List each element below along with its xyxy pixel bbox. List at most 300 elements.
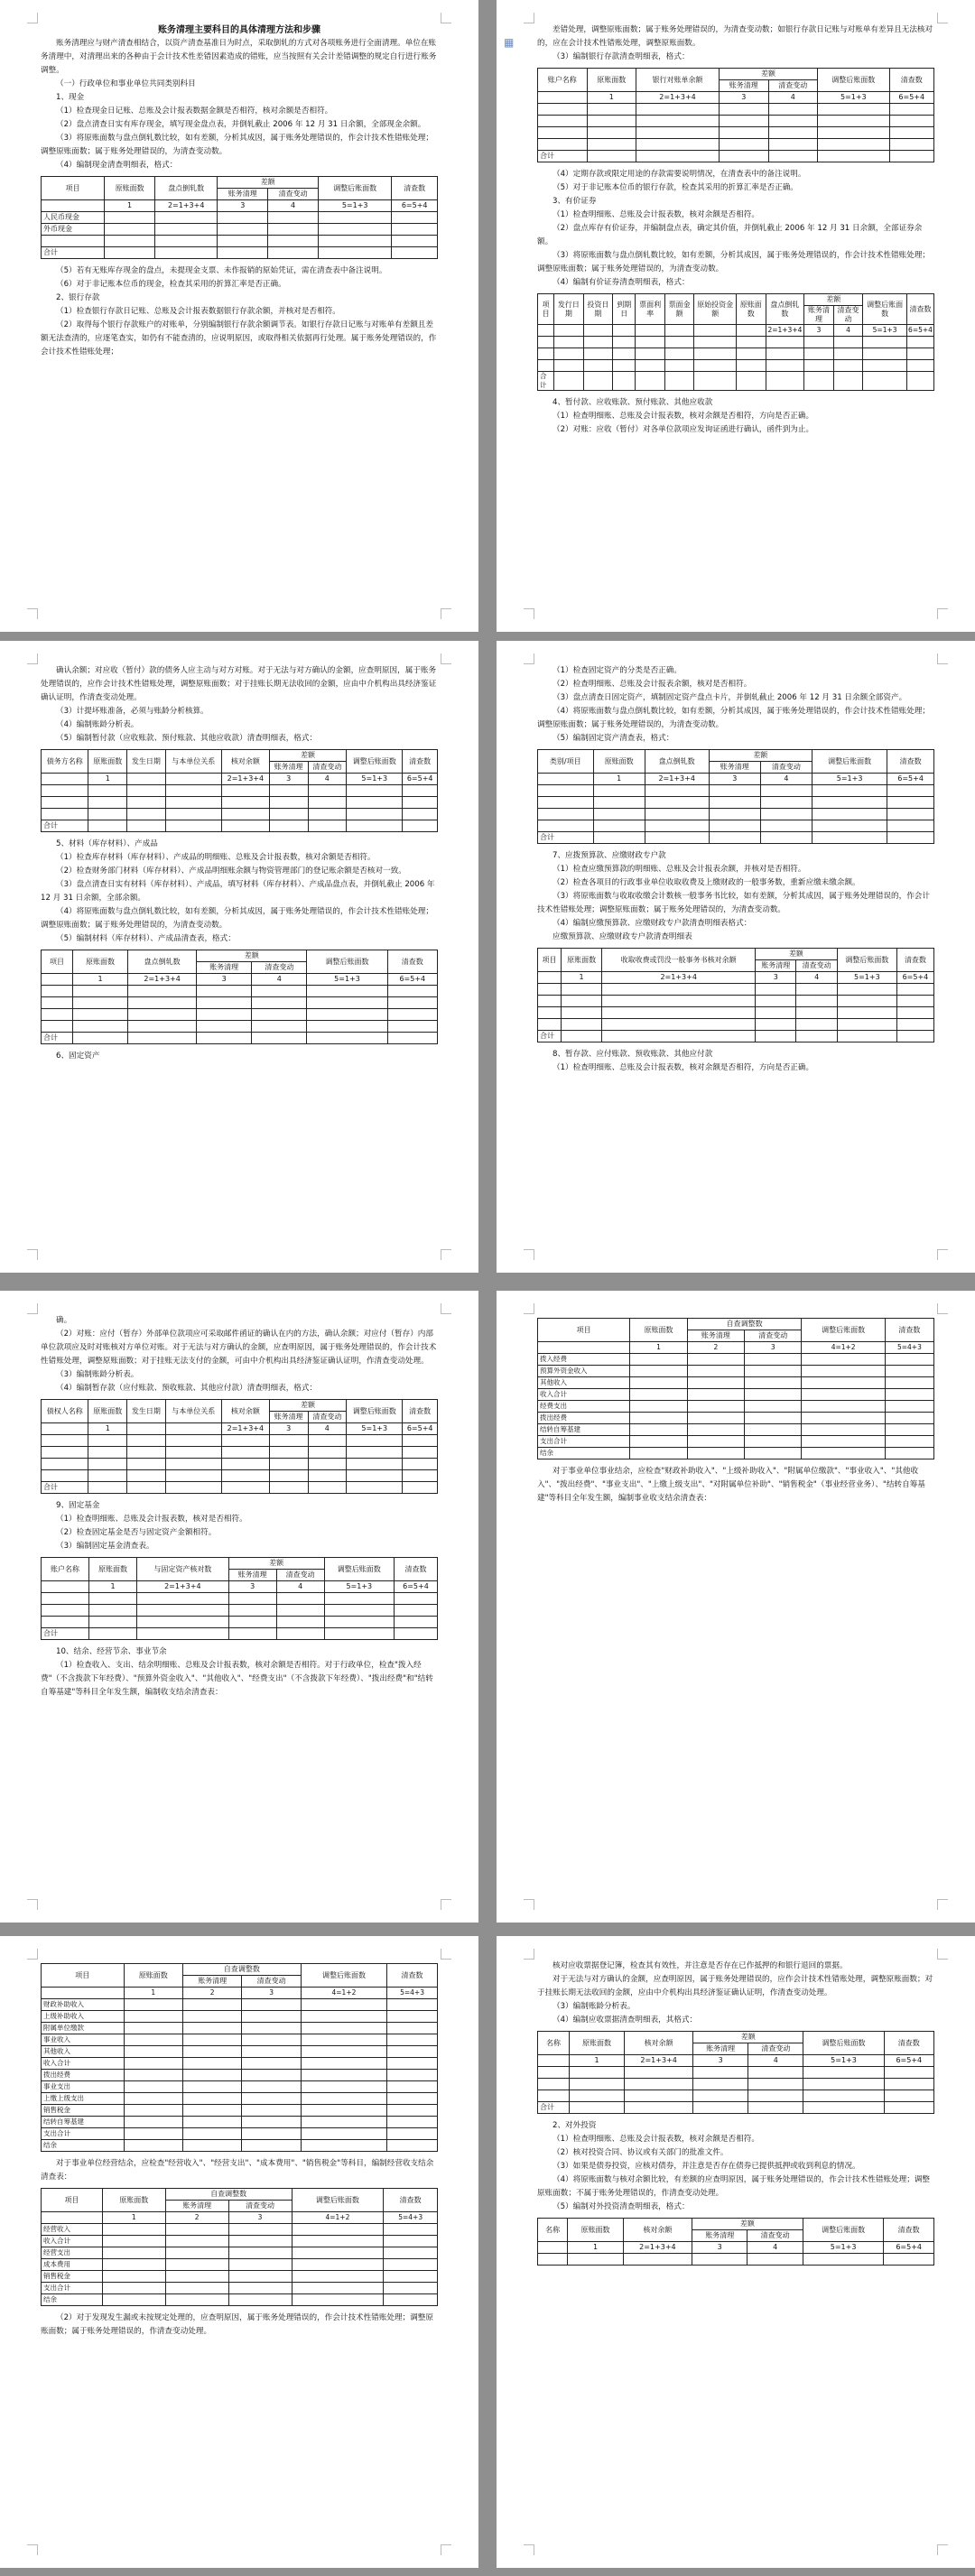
paragraph: （1）检查固定资产的分类是否正确。 [552, 666, 682, 675]
table-cell: 清查变动 [796, 960, 837, 972]
paragraph: 账务清理应与财产清查相结合，以资产清查基准日为时点，采取倒轧的方式对各项账务进行全面清理。单位在账务清理中，对清理出来的各种由于会计技术性差错因素造成的错账，应当按照有关会计差错调整的规定自行进行账务调整。 [41, 39, 437, 75]
document-icon[interactable]: ▦ [504, 36, 515, 49]
table-cell: 差额 [804, 294, 863, 306]
document-page [497, 641, 975, 1273]
table-cell: 原账面数 [88, 750, 127, 774]
table-cell [42, 1988, 125, 1999]
table-cell: 差额 [756, 949, 838, 960]
table-cell [42, 974, 73, 986]
table-row: 经营支出 [42, 2247, 103, 2259]
table-cell: 清查数 [884, 2219, 934, 2242]
table-row: 上级补助收入 [42, 2011, 125, 2023]
table-cell: 6=5+4 [906, 325, 933, 337]
table-cell: 合计 [42, 1628, 89, 1640]
table-cell: 合计 [538, 372, 554, 391]
table-cell: 差额 [269, 750, 346, 762]
paragraph: （1）检查银行存款日记账、总账及会计报表数据银行存款余额，并核对是否相符。 [56, 307, 340, 316]
paragraph: 对于事业单位经营结余，应检查"经营收入"、"经营支出"、"成本费用"、"销售税金"等科目，编制经营收支结余清查表： [41, 2159, 434, 2182]
table-cell: 调整后账面数 [863, 294, 907, 325]
table-cell: 4=1+2 [292, 2212, 384, 2224]
table-cell: 6=5+4 [887, 774, 934, 785]
table-cell: 2=1+3+4 [636, 92, 720, 104]
table-cell [538, 774, 594, 785]
table-row: 其他收入 [538, 1377, 630, 1389]
table-cell: 盘点倒轧数 [766, 294, 804, 325]
table-cell: 清查变动 [252, 962, 307, 974]
paragraph: 3、有价证券 [552, 197, 597, 206]
paragraph: （1）检查收入、支出、结余明细账、总账及会计报表数，核对余额是否相符。对于行政单位，检查"拨入经费"（不含拨款下年经费）、"预算外资金收入"、"其他收入"、"经费支出"（不含拨款下年经费）、"拨出经费"和"结转自筹基建"等科目全年发生额，编制收支结余清查表： [41, 1661, 433, 1697]
table-cell: 账务清理 [692, 2230, 748, 2242]
table-cell: 1 [561, 972, 601, 984]
table-t_admin [537, 1318, 934, 1459]
paragraph: （4）编制暂存款（应付账款、预收账款、其他应付款）清查明细表，格式： [56, 1384, 318, 1393]
table-cell: 发生日期 [127, 750, 166, 774]
table-cell: 核对余额 [623, 2219, 692, 2242]
table-cell: 发行日期 [554, 294, 583, 325]
table-cell: 债务方名称 [42, 750, 88, 774]
table-cell [42, 1423, 88, 1435]
table-cell: 6=5+4 [896, 972, 933, 984]
table-row [42, 236, 105, 247]
table-cell: 账务清理 [218, 189, 268, 200]
table-cell: 原账面数 [569, 2032, 624, 2055]
table-cell: 项目 [42, 950, 73, 974]
table-cell: 5=1+3 [347, 1423, 403, 1435]
table-cell: 清查数 [884, 2032, 933, 2055]
page-title: 账务清理主要科目的具体清理方法和步骤 [158, 25, 320, 35]
table-t_note [537, 2031, 934, 2114]
table-cell: 差额 [269, 1400, 346, 1412]
table-row: 事业支出 [42, 2081, 125, 2093]
table-cell: 差额 [228, 1558, 324, 1570]
table-cell: 清查数 [394, 1558, 437, 1581]
paragraph: （6）对于非记账本位币的现金，检查其采用的折算汇率是否正确。 [56, 280, 286, 289]
paragraph: （5）编制材料（库存材料）、产成品清查表，格式： [56, 934, 236, 943]
table-cell: 与固定资产核对数 [137, 1558, 229, 1581]
table-cell [42, 200, 105, 212]
paragraph: （一）行政单位和事业单位共同类别科目 [56, 79, 196, 88]
table-cell: 调整后账面数 [307, 950, 387, 974]
table-cell: 4 [268, 200, 319, 212]
table-cell: 清查数 [906, 294, 933, 325]
table-cell: 核对余额 [625, 2032, 693, 2055]
table-cell: 投资日期 [583, 294, 612, 325]
paragraph: 差错处理，调整原账面数；属于账务处理错误的，为清查变动数；如银行存款日记账与对账单有差异且无法核对的，应在会计技术性错账处理，调整原账面数。 [537, 25, 933, 48]
table-cell: 1 [88, 774, 127, 785]
table-row: 销售税金 [42, 2105, 125, 2117]
table-cell: 盘点倒轧数 [155, 177, 218, 200]
table-cell: 2=1+3+4 [221, 1423, 269, 1435]
paragraph: 1、现金 [56, 93, 85, 102]
table-cell: 3 [269, 1423, 308, 1435]
table-cell: 调整后账面数 [301, 1964, 386, 1988]
table-cell: 5=1+3 [319, 200, 392, 212]
table-cell: 清查数 [387, 1964, 438, 1988]
table-cell: 差额 [218, 177, 319, 189]
table-cell: 核对余额 [221, 750, 269, 774]
paragraph: （1）检查明细账、总账及会计报表数，核对余额是否相符。 [552, 210, 759, 219]
table-cell: 3 [804, 325, 833, 337]
table-row: 收入合计 [538, 1389, 630, 1401]
table-cell: 银行对账单余额 [636, 69, 720, 92]
table-cell: 账务清理 [709, 762, 760, 774]
table-cell: 2=1+3+4 [625, 2055, 693, 2067]
table-cell: 3 [756, 972, 796, 984]
table-cell: 账户名称 [42, 1558, 89, 1581]
table-cell: 合计 [42, 820, 88, 832]
paragraph: （3）编制银行存款清查明细表，格式： [552, 52, 690, 61]
paragraph: 5、材料（库存材料）、产成品 [56, 839, 158, 848]
paragraph: （3）编制账龄分析表。 [552, 2002, 636, 2011]
table-cell: 差额 [692, 2219, 803, 2230]
paragraph: （3）将原账面数与收取收缴会计数核一般事务书比较，如有差额，分析其成因，属于账务处理错误的，作会计技术性错账处理；调整原账面数；属于账务处理错误的，为清查变动数。 [537, 892, 930, 914]
table-cell: 清查数 [392, 177, 438, 200]
table-cell: 清查变动 [745, 1330, 802, 1342]
table-cell: 账务清理 [165, 2201, 228, 2212]
table-cell: 原账面数 [102, 2189, 165, 2212]
table-cell: 清查变动 [308, 1412, 347, 1423]
table-cell: 清查数 [387, 950, 437, 974]
table-t_inst [41, 1963, 438, 2152]
table-row: 结转自筹基建 [42, 2117, 125, 2128]
table-cell: 1 [124, 1988, 182, 1999]
table-cell: 清查变动 [242, 1976, 301, 1988]
paragraph: （2）对账：应收（暂付）对各单位款项应发询证函进行确认，函件到为止。 [552, 425, 814, 434]
table-cell [165, 774, 221, 785]
table-cell: 3 [692, 2242, 748, 2254]
table-cell: 债权人名称 [42, 1400, 88, 1423]
table-cell: 原账面数 [89, 1558, 137, 1581]
table-cell: 4 [252, 974, 307, 986]
paragraph: （4）将原账面数与盘点倒轧数比较，如有差额，分析其成因，属于账务处理错误的，作会计技术性错账处理；调整原账面数；属于账务处理错误的，为清查变动数。 [41, 907, 433, 930]
table-cell: 3 [693, 2055, 748, 2067]
table-cell: 5=1+3 [837, 972, 896, 984]
table-cell: 6=5+4 [387, 974, 437, 986]
table-row: 预算外资金收入 [538, 1366, 630, 1377]
table-cell: 清查数 [885, 1319, 933, 1342]
table-cell: 调整后账面数 [803, 2219, 884, 2242]
paragraph: （4）将原账面数与盘点倒轧数比较，如有差额，分析其成因，属于账务处理错误的，作会计技术性错账处理；调整原账面数；属于账务处理错误的，为清查变动数。 [537, 707, 930, 729]
paragraph: （5）对于非记账本位币的银行存款，检查其采用的折算汇率是否正确。 [552, 183, 798, 192]
paragraph: （1）检查应缴预算款的明细账、总账及会计报表余额，并核对是否相符。 [552, 865, 806, 874]
paragraph: （2）取得每个银行存款账户的对账单，分别编制银行存款余额调节表。如银行存款日记账与对账单有差额且差额无法查清的，应逐笔查实，如仍有不能查清的，应说明原因，或取得相关依据再行处理。属于账务处理错误的，作会计技术性错账处理； [41, 320, 437, 357]
paragraph: （2）盘点库存有价证券，并编制盘点表，确定其价值，并倒轧截止 2006 年 12 月 31 日余额，全部证券余额。 [537, 224, 923, 246]
table-cell: 原账面数 [88, 1400, 127, 1423]
paragraph: （3）盘点清查日固定资产，填制固定资产盘点卡片，并倒轧截止 2006 年 12 月 31 日余额全部资产。 [552, 693, 907, 702]
paragraph: 对于无法与对方确认的金额，应查明原因，属于账务处理错误的，应作会计技术性错账处理，调整原账面数；对于挂账长期无法收回的金额，应由中介机构出具经济鉴证确认证明，作清查变动处理。 [537, 1975, 933, 1997]
paragraph: 6、固定资产 [56, 1052, 100, 1061]
table-cell: 差额 [197, 950, 307, 962]
table-cell: 名称 [538, 2032, 570, 2055]
table-cell: 清查变动 [228, 2201, 292, 2212]
table-cell: 与本单位关系 [165, 1400, 221, 1423]
table-cell: 与本单位关系 [165, 750, 221, 774]
table-cell: 调整后账面数 [324, 1558, 394, 1581]
table-cell: 盘点倒轧数 [645, 750, 709, 774]
table-cell: 1 [72, 974, 127, 986]
table-cell: 清查数 [896, 949, 933, 972]
table-cell [538, 1342, 630, 1354]
table-t_biz [41, 2188, 438, 2306]
table-cell: 差额 [709, 750, 812, 762]
paragraph: （1）检查明细账、总账及会计报表数，核对余额是否相符，方向是否正确。 [552, 412, 814, 421]
table-cell: 账务清理 [804, 306, 833, 325]
table-cell: 差额 [720, 69, 818, 80]
paragraph: （2）核对投资合同、协议或有关部门的批准文件。 [552, 2148, 729, 2157]
table-cell: 清查变动 [268, 189, 319, 200]
table-cell: 调整后账面数 [818, 69, 889, 92]
table-cell: 6=5+4 [403, 1423, 438, 1435]
table-cell: 账务清理 [693, 2043, 748, 2055]
paragraph: （2）盘点清查日实有库存现金，填写现金盘点表，并倒轧截止 2006 年 12 月 31 日余额，全部现金余额。 [56, 120, 426, 129]
table-cell: 5=1+3 [812, 774, 887, 785]
table-t_recv [41, 749, 438, 832]
table-row: 经费支出 [538, 1401, 630, 1413]
table-cell: 项目 [42, 2189, 103, 2212]
table-cell: 原账面数 [105, 177, 155, 200]
table-cell: 2=1+3+4 [155, 200, 218, 212]
document-page [497, 0, 975, 632]
table-cell: 5=1+3 [863, 325, 907, 337]
table-cell: 清查变动 [768, 80, 818, 92]
paragraph: 9、固定基金 [56, 1501, 100, 1510]
table-cell: 原账面数 [561, 949, 601, 972]
table-cell: 1 [89, 1581, 137, 1593]
table-cell: 账务清理 [228, 1570, 276, 1581]
paragraph: （3）如果是债券投资，应核对债券，并注意是否存在债券已提供抵押或收到利息的情况。 [552, 2162, 860, 2171]
table-row: 上缴上级支出 [42, 2093, 125, 2105]
table-cell: 3 [242, 1988, 301, 1999]
table-cell: 清查变动 [308, 762, 347, 774]
table-cell: 原账面数 [593, 750, 645, 774]
table-cell: 5=1+3 [347, 774, 403, 785]
paragraph: （3）将原账面数与盘点倒轧数比较，如有差额，分析其成因，属于账务处理错误的，作会计技术性错账处理；调整原账面数；属于账务处理错误的，为清查变动数。 [537, 251, 930, 273]
table-t_inv [537, 2218, 934, 2266]
table-cell [538, 2242, 568, 2254]
paragraph: （1）检查库存材料（库存材料）、产成品的明细账、总账及会计报表数，核对余额是否相符。 [56, 853, 376, 862]
table-row: 其他收入 [42, 2046, 125, 2058]
table-cell: 原账面数 [568, 2219, 623, 2242]
table-row: 合计 [42, 247, 105, 259]
table-cell: 4 [768, 92, 818, 104]
table-cell: 6=5+4 [889, 92, 933, 104]
table-cell: 清查数 [889, 69, 933, 92]
paragraph: （2）检查各项目的行政事业单位收取收费及上缴财政的一般事务数，重新应缴未缴余额。 [552, 878, 860, 887]
table-cell [127, 1423, 166, 1435]
table-cell [165, 1423, 221, 1435]
table-row: 附属单位缴款 [42, 2023, 125, 2034]
table-cell: 清查数 [384, 2189, 438, 2212]
table-row: 拨出经费 [42, 2070, 125, 2081]
table-cell: 合计 [538, 2102, 570, 2114]
table-t_mat [41, 950, 438, 1044]
table-cell: 项目 [42, 177, 105, 200]
paragraph: 确认余额；对应收（暂付）款的债务人应主动与对方对账。对于无法与对方确认的金额，应查明原因，属于账务处理错误的，应作会计技术性错账处理，调整原账面数；对于挂账长期无法收回的金额，应由中介机构出具经济鉴证确认证明，作清查变动处理。 [41, 666, 437, 702]
table-cell: 6=5+4 [394, 1581, 437, 1593]
document-page [0, 1936, 478, 2568]
table-cell: 3 [745, 1342, 802, 1354]
table-cell: 4 [833, 325, 862, 337]
paragraph: （3）编制账龄分析表。 [56, 1370, 139, 1379]
document-page [0, 641, 478, 1273]
table-cell: 2=1+3+4 [137, 1581, 229, 1593]
table-row: 收入合计 [42, 2236, 103, 2247]
paragraph: （4）编制应收票据清查明细表，其格式： [552, 2015, 698, 2025]
table-cell: 3 [228, 2212, 292, 2224]
table-row: 成本费用 [42, 2259, 103, 2271]
table-row: 销售税金 [42, 2271, 103, 2283]
table-cell: 5=4+3 [384, 2212, 438, 2224]
table-cell: 名称 [538, 2219, 568, 2242]
table-cell [538, 92, 588, 104]
table-cell: 清查变动 [748, 2043, 803, 2055]
paragraph: 核对应收票据登记簿，检查其有效性，并注意是否存在已作抵押的和银行退回的票据。 [552, 1961, 848, 1970]
table-cell: 1 [630, 1342, 687, 1354]
table-cell: 清查数 [403, 1400, 438, 1423]
table-cell: 差额 [693, 2032, 803, 2043]
table-cell: 4=1+2 [802, 1342, 885, 1354]
table-cell: 4 [748, 2055, 803, 2067]
table-cell: 2 [687, 1342, 744, 1354]
table-row: 财政补助收入 [42, 1999, 125, 2011]
table-cell: 3 [720, 92, 769, 104]
table-cell: 2 [165, 2212, 228, 2224]
table-cell: 盘点倒轧数 [128, 950, 197, 974]
table-cell: 清查变动 [276, 1570, 324, 1581]
paragraph: 2、银行存款 [56, 293, 100, 302]
table-cell: 核对余额 [221, 1400, 269, 1423]
table-cell: 合计 [538, 1031, 562, 1042]
paragraph: （4）编制账龄分析表。 [56, 720, 139, 729]
table-cell: 原账面数 [737, 294, 766, 325]
paragraph: 4、暂付款、应收账款、预付账款、其他应收款 [552, 398, 713, 407]
table-cell: 3 [269, 774, 308, 785]
table-cell: 5=1+3 [818, 92, 889, 104]
paragraph: （2）检查财务部门材料（库存材料）、产成品明细账余额与物资管理部门的登记账余额是否核对一致。 [56, 866, 406, 876]
table-cell: 2=1+3+4 [602, 972, 756, 984]
table-cell: 合计 [42, 1033, 73, 1044]
table-cell: 调整后账面数 [347, 750, 403, 774]
table-cell: 原账面数 [587, 69, 636, 92]
paragraph: （5）若有无账库存现金的盘点，未提现金支票、未作报销的原始凭证，需在清查表中备注说明。 [56, 266, 387, 275]
paragraph: 确。 [56, 1316, 72, 1325]
table-cell [42, 1581, 89, 1593]
table-row: 支出合计 [42, 2283, 103, 2294]
table-t_fund [41, 1557, 438, 1640]
table-cell: 3 [709, 774, 760, 785]
table-cell: 3 [197, 974, 252, 986]
table-t_sec [537, 293, 934, 391]
paragraph: （4）编制现金清查明细表，格式： [56, 161, 178, 170]
table-cell: 清查数 [887, 750, 934, 774]
table-row: 结转自筹基建 [538, 1424, 630, 1436]
table-row: 支出合计 [538, 1436, 630, 1448]
table-t_pay [41, 1399, 438, 1494]
table-cell: 2=1+3+4 [221, 774, 269, 785]
paragraph: （2）检查明细账、总账及会计报表余额，核对是否相符。 [552, 680, 752, 689]
table-cell [538, 972, 562, 984]
table-row: 拨出经费 [538, 1413, 630, 1424]
table-cell: 4 [276, 1581, 324, 1593]
table-row: 收入合计 [42, 2058, 125, 2070]
table-cell: 3 [218, 200, 268, 212]
table-cell: 4 [796, 972, 837, 984]
table-cell: 2=1+3+4 [128, 974, 197, 986]
table-cell: 清查变动 [833, 306, 862, 325]
table-cell [538, 2055, 570, 2067]
table-cell [127, 774, 166, 785]
table-cell: 清查数 [403, 750, 438, 774]
paragraph: （1）检查明细账、总账及会计报表数，核对余额是否相符。 [552, 2135, 759, 2144]
table-row: 支出合计 [42, 2128, 125, 2140]
table-cell: 调整后账面数 [802, 1319, 885, 1342]
table-row: 拨入经费 [538, 1354, 630, 1366]
paragraph: 7、应拨预算款、应缴财政专户款 [552, 851, 666, 860]
table-cell: 5=1+3 [803, 2242, 884, 2254]
table-cell: 原账面数 [72, 950, 127, 974]
table-cell: 项目 [538, 949, 562, 972]
table-t_cash [41, 176, 438, 259]
document-page [497, 1291, 975, 1923]
table-cell: 账务清理 [687, 1330, 744, 1342]
table-cell: 5=1+3 [803, 2055, 884, 2067]
table-cell: 6=5+4 [884, 2242, 934, 2254]
table-t_fa [537, 749, 934, 844]
table-cell: 原账面数 [630, 1319, 687, 1342]
paragraph: （4）将原账面数与核对余额比较，有差额的应查明原因，属于账务处理错误的，作会计技术性错账处理；调整原账面数；不属于账务处理错误的，作清查变动处理。 [537, 2175, 930, 2198]
paragraph: （4）编制有价证券清查明细表，格式： [552, 278, 690, 287]
table-cell: 6=5+4 [884, 2055, 933, 2067]
table-cell: 合计 [538, 832, 594, 844]
table-cell: 调整后账面数 [812, 750, 887, 774]
table-cell: 1 [88, 1423, 127, 1435]
table-cell [42, 774, 88, 785]
table-cell: 4 [748, 2242, 803, 2254]
table-cell: 1 [587, 92, 636, 104]
paragraph: （3）盘点清查日实有材料（库存材料）、产成品，填写材料（库存材料）、产成品盘点表，并倒轧截止 2006 年 12 月 31 日余额，全部余额。 [41, 880, 435, 903]
paragraph: （2）对于发现发生漏或未按规定处理的，应查明原因，属于账务处理错误的，作会计技术性错账处理；调整原账面数；属于账务处理错误的，作清查变动处理。 [41, 2313, 433, 2336]
table-cell: 4 [308, 774, 347, 785]
paragraph: 2、对外投资 [552, 2121, 597, 2130]
table-cell: 原始投资金额 [694, 294, 737, 325]
table-cell: 4=1+2 [301, 1988, 386, 1999]
table-cell: 发生日期 [127, 1400, 166, 1423]
table-cell: 票面金额 [664, 294, 693, 325]
table-cell: 账务清理 [720, 80, 769, 92]
paragraph: （3）将原账面数与盘点倒轧数比较，如有差额，分析其成因，属于账务处理错误的，作会计技术性错账处理；调整原账面数；属于账务处理错误的，为清查变动数。 [41, 134, 433, 156]
table-cell: 账务清理 [269, 1412, 308, 1423]
table-cell: 合计 [538, 151, 588, 162]
table-row: 事业收入 [42, 2034, 125, 2046]
document-page [497, 1936, 975, 2568]
table-cell: 自查调整数 [182, 1964, 301, 1976]
table-cell: 清查变动 [760, 762, 812, 774]
table-cell: 账务清理 [269, 762, 308, 774]
table-cell: 合计 [42, 1482, 88, 1494]
table-cell: 2=1+3+4 [623, 2242, 692, 2254]
paragraph: 对于事业单位事业结余，应检查"财政补助收入"、"上级补助收入"、"附属单位缴款"、"事业收入"、"其他收入"、"拨出经费"、"事业支出"、"上缴上级支出"、"对附属单位补助"、"销售税金"（事业经营业务）、"结转自筹基建"等科目全年发生额，编制事业收支结余清查表： [537, 1467, 925, 1503]
paragraph: （1）检查明细账、总账及会计报表数，核对是否相符。 [56, 1515, 247, 1524]
table-cell: 4 [760, 774, 812, 785]
paragraph: （3）计提坏账准备，必须与账龄分析核算。 [56, 707, 209, 716]
table-row: 结余 [538, 1448, 630, 1459]
table-cell: 清查变动 [748, 2230, 803, 2242]
table-cell: 调整后账面数 [319, 177, 392, 200]
paragraph: （4）定期存款或限定用途的存款需要说明情况，在清查表中的备注说明。 [552, 170, 806, 179]
table-cell: 5=4+3 [885, 1342, 933, 1354]
paragraph: （5）编制暂付款（应收账款、预付账款、其他应收款）清查明细表，格式： [56, 734, 318, 743]
paragraph: （2）对账：应付（暂存）外部单位款项应可采取邮件函证的确认在内的方法，确认余额；对应付（暂存）内部单位款项应及时对账核对方单位对账。对于无法与对方确认的金额，应查明原因，属于账务处理错误的，作会计技术性错账处理，调整原账面数；对于挂账无法支付的金额，可由中介机构出具经济鉴证确认证明，作清查变动处理。 [41, 1330, 437, 1366]
